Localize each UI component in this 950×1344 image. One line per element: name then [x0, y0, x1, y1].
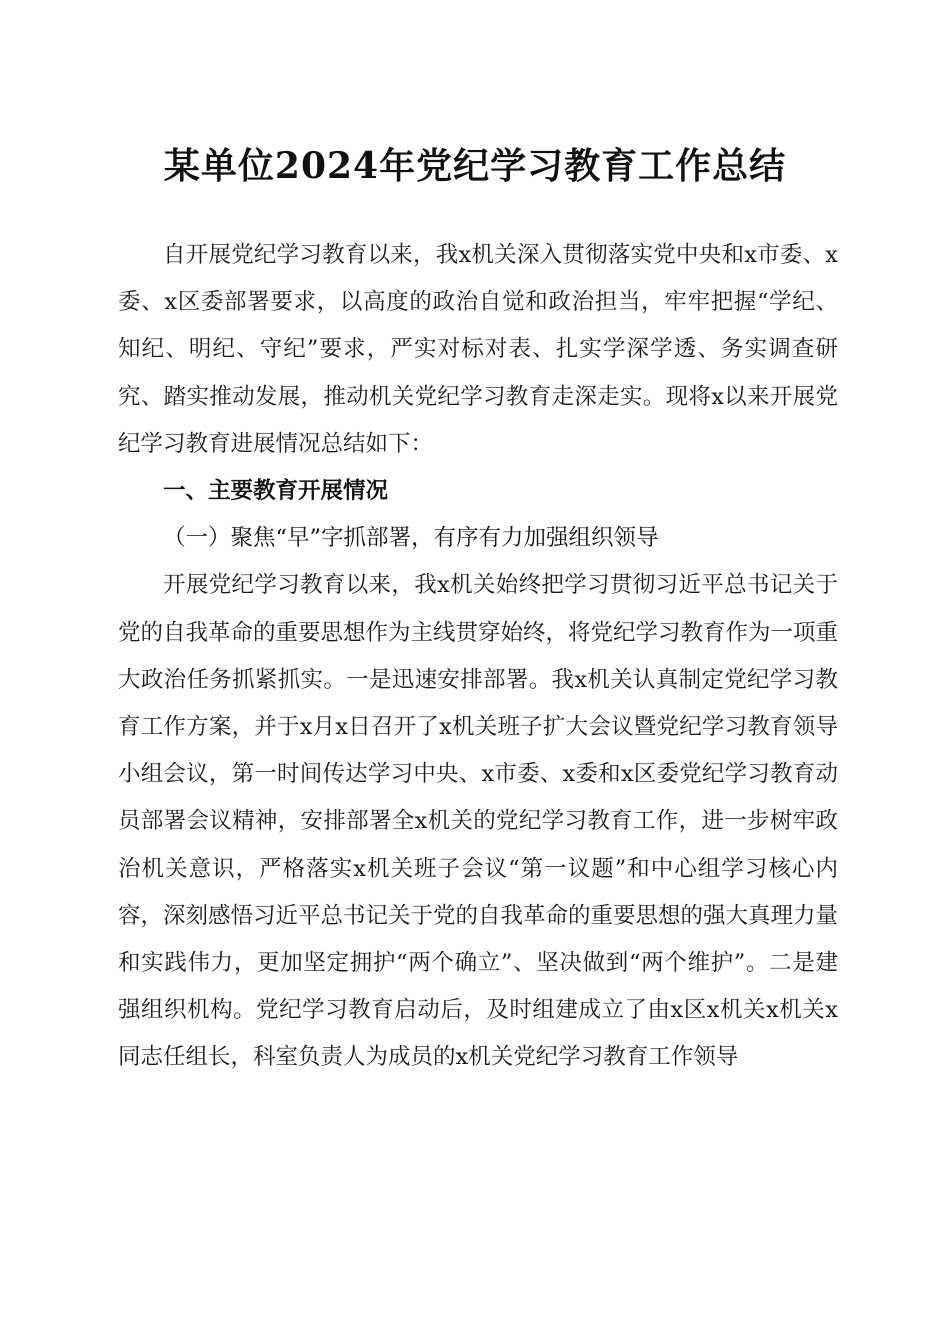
intro-paragraph: 自开展党纪学习教育以来，我x机关深入贯彻落实党中央和x市委、x委、x区委部署要求，以高度的政治自觉和政治担当，牢牢把握“学纪、知纪、明纪、守纪”要求，严实对标对表、扎实学深学透、务实调查研究、踏实推动发展，推动机关党纪学习教育走深走实。现将x以来开展党纪学习教育进展情况总结如下： [118, 242, 838, 457]
subsection-heading: （一）聚焦“早”字抓部署，有序有力加强组织领导 [163, 525, 659, 552]
body-paragraph: 开展党纪学习教育以来，我x机关始终把学习贯彻习近平总书记关于党的自我革命的重要思想作为主线贯穿始终，将党纪学习教育作为一项重大政治任务抓紧抓实。一是迅速安排部署。我x机关认真制定党纪学习教育工作方案，并于x月x日召开了x机关班子扩大会议暨党纪学习教育领导小组会议，第一时间传达学习中央、x市委、x委和x区委党纪学习教育动员部署会议精神，安排部署全x机关的党纪学习教育工作，进一步树牢政治机关意识，严格落实x机关班子会议“第一议题”和中心组学习核心内容，深刻感悟习近平总书记关于党的自我革命的重要思想的强大真理力量和实践伟力，更加坚定拥护“两个确立”、坚决做到“两个维护”。二是建强组织机构。党纪学习教育启动后，及时组建成立了由x区x机关x机关x同志任组长，科室负责人为成员的x机关党纪学习教育工作领导 [118, 572, 839, 1071]
document-title: 某单位2024年党纪学习教育工作总结 [163, 145, 787, 187]
section-heading: 一、主要教育开展情况 [163, 478, 389, 505]
document-body [118, 232, 838, 1082]
